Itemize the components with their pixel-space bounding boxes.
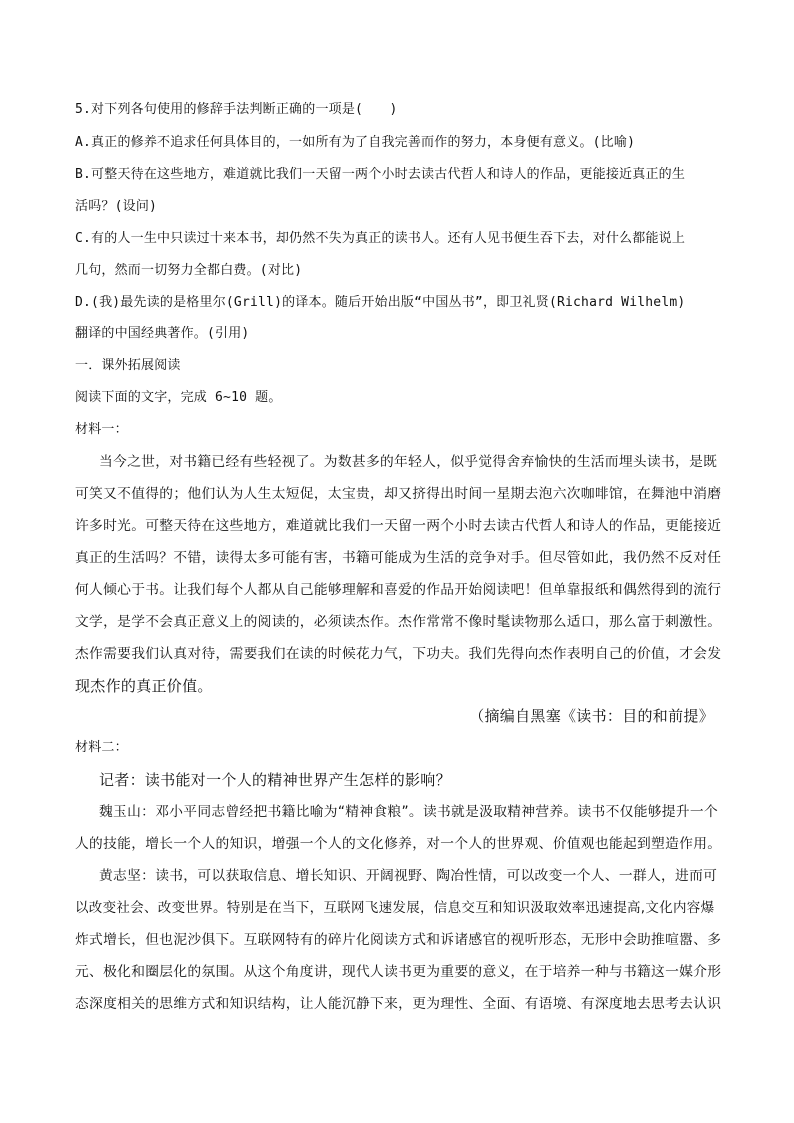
option-c-line-2: 几句，然而一切努力全都白费。(对比)	[75, 263, 303, 278]
material-1-line: 真正的生活吗？不错，读得太多可能有害，书籍可能成为生活的竞争对手。但尽管如此，我仍然不反对任	[75, 550, 722, 566]
huang-answer-line: 态深度相关的思维方式和知识结构，让人能沉静下来，更为理性、全面、有语境、有深度地去思考去认识	[75, 996, 722, 1012]
option-a: A.真正的修养不追求任何具体目的，一如所有为了自我完善而作的努力，本身便有意义。(比喻)	[75, 135, 636, 150]
material-1-line: 何人倾心于书。让我们每个人都从自己能够理解和喜爱的作品开始阅读吧！但单靠报纸和偶然得到的流行	[75, 582, 722, 598]
huang-answer-line: 炸式增长，但也泥沙俱下。互联网特有的碎片化阅读方式和诉诸感官的视听形态，无形中会助推喧嚣、多	[75, 932, 722, 948]
material-1-line: 当今之世，对书籍已经有些轻视了。为数甚多的年轻人，似乎觉得舍弃愉快的生活而埋头读书，是既	[99, 454, 718, 470]
material-1-line: 许多时光。可整天待在这些地方，难道就比我们一天留一两个小时去读古代哲人和诗人的作品，更能接近	[75, 518, 722, 534]
material-1-line: 杰作需要我们认真对待，需要我们在读的时候花力气，下功夫。我们先得向杰作表明自己的价值，才会发	[75, 646, 722, 662]
material-1-line: 现杰作的真正价值。	[75, 677, 213, 695]
section-instruction: 阅读下面的文字，完成 6~10 题。	[75, 390, 282, 405]
material-1-line: 文学，是学不会真正意义上的阅读的，必须读杰作。杰作常常不像时髦读物那么适口，那么富于刺激性。	[75, 614, 722, 630]
interview-question: 记者：读书能对一个人的精神世界产生怎样的影响？	[99, 771, 451, 789]
option-b-line-2: 活吗？(设问)	[75, 199, 158, 214]
huang-answer-line: 黄志坚：读书，可以获取信息、增长知识、开阔视野、陶冶性情，可以改变一个人、一群人，进而可	[99, 868, 718, 884]
wei-answer-line: 魏玉山：邓小平同志曾经把书籍比喻为“精神食粮”。读书就是汲取精神营养。读书不仅能够提升一个	[99, 804, 718, 820]
huang-answer-line: 以改变社会、改变世界。特别是在当下，互联网飞速发展，信息交互和知识汲取效率迅速提高,文化内容爆	[75, 900, 715, 916]
section-heading: 一．课外拓展阅读	[75, 358, 181, 373]
wei-answer-line: 人的技能，增长一个人的知识，增强一个人的文化修养，对一个人的世界观、价值观也能起到塑造作用。	[75, 836, 722, 852]
material-2-label: 材料二：	[75, 740, 128, 755]
question-5-stem: 5.对下列各句使用的修辞手法判断正确的一项是( )	[75, 102, 398, 117]
huang-answer-line: 元、极化和圈层化的氛围。从这个角度讲，现代人读书更为重要的意义，在于培养一种与书籍这一媒介形	[75, 964, 722, 980]
material-1-source: （摘编自黑塞《读书：目的和前提》	[469, 707, 714, 725]
option-d-line-1: D.(我)最先读的是格里尔(Grill)的译本。随后开始出版“中国丛书”，即卫礼贤(Richard Wilhelm)	[75, 295, 686, 310]
option-d-line-2: 翻译的中国经典著作。(引用)	[75, 326, 250, 341]
material-1-label: 材料一：	[75, 422, 128, 437]
option-c-line-1: C.有的人一生中只读过十来本书，却仍然不失为真正的读书人。还有人见书便生吞下去，对什么都能说上	[75, 231, 686, 246]
material-1-line: 可笑又不值得的；他们认为人生太短促，太宝贵，却又挤得出时间一星期去泡六次咖啡馆，在舞池中消磨	[75, 486, 722, 502]
option-b-line-1: B.可整天待在这些地方，难道就比我们一天留一两个小时去读古代哲人和诗人的作品，更能接近真正的生	[75, 167, 686, 182]
